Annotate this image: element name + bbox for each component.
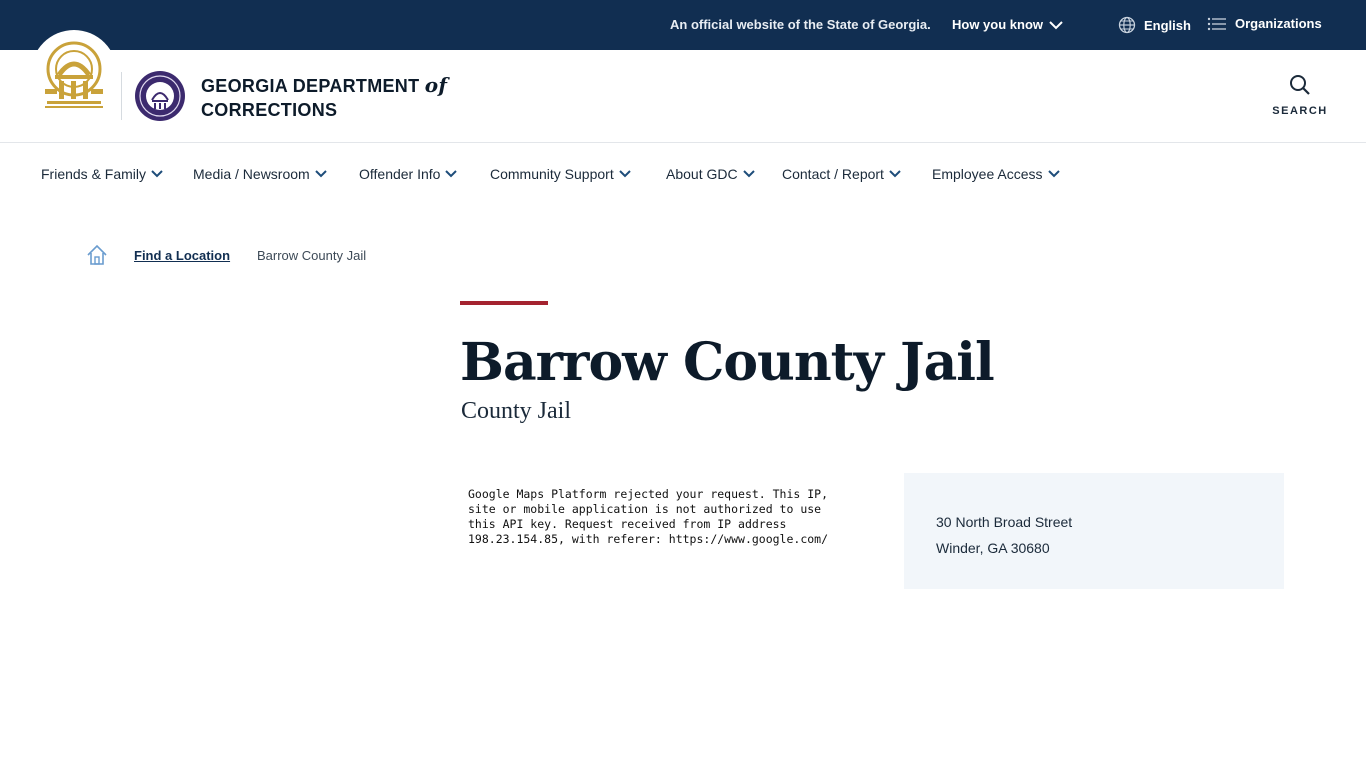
title-accent-bar (460, 301, 548, 305)
nav-item-media-newsroom[interactable] (193, 166, 327, 182)
site-title[interactable] (201, 73, 447, 122)
organizations-label: Organizations (1235, 16, 1322, 31)
chevron-down-icon (743, 170, 755, 178)
breadcrumb-current: Barrow County Jail (257, 248, 367, 263)
nav-item-employee-access[interactable] (932, 166, 1060, 182)
address-card (904, 473, 1284, 589)
official-banner (0, 0, 1366, 50)
chevron-down-icon (1049, 20, 1063, 30)
how-you-know-button[interactable] (952, 17, 1063, 32)
map-error-message: Google Maps Platform rejected your request. This IP, site or mobile application is not authorized to use this API key. Request received from IP address 198.23.154.85, with referer: https://www.google.com/ (468, 487, 829, 546)
page-subtitle: County Jail (461, 398, 572, 424)
chevron-down-icon (1048, 170, 1060, 178)
page-title: Barrow County Jail (460, 332, 994, 393)
address-city-state-zip: Winder, GA 30680 (936, 540, 1050, 556)
nav-item-label: Media / Newsroom (193, 166, 310, 182)
globe-icon (1118, 16, 1136, 34)
breadcrumb (86, 244, 367, 266)
language-selector[interactable] (1118, 16, 1191, 34)
department-seal-icon[interactable] (134, 70, 186, 122)
nav-item-contact-report[interactable] (782, 166, 901, 182)
chevron-down-icon (315, 170, 327, 178)
how-you-know-label: How you know (952, 17, 1043, 32)
georgia-seal-logo[interactable] (31, 30, 117, 116)
nav-item-about-gdc[interactable] (666, 166, 755, 182)
chevron-down-icon (445, 170, 457, 178)
georgia-arch-seal-icon (39, 39, 109, 111)
header-divider (121, 72, 122, 120)
address-street: 30 North Broad Street (936, 514, 1073, 530)
search-icon (1289, 74, 1311, 96)
site-title-line1: GEORGIA DEPARTMENT (201, 76, 420, 96)
nav-item-label: Offender Info (359, 166, 441, 182)
nav-item-friends-family[interactable] (41, 166, 163, 182)
nav-item-label: About GDC (666, 166, 738, 182)
nav-item-label: Community Support (490, 166, 614, 182)
site-title-of: of (424, 73, 448, 97)
nav-item-offender-info[interactable] (359, 166, 457, 182)
search-label: SEARCH (1272, 105, 1328, 117)
chevron-down-icon (151, 170, 163, 178)
main-navigation (0, 143, 1366, 205)
nav-item-label: Friends & Family (41, 166, 147, 182)
list-icon (1207, 17, 1227, 31)
site-header (0, 50, 1366, 143)
site-title-line2: CORRECTIONS (201, 100, 338, 120)
chevron-down-icon (889, 170, 901, 178)
breadcrumb-find-location-link[interactable]: Find a Location (134, 248, 231, 263)
nav-item-label: Contact / Report (782, 166, 884, 182)
organizations-menu[interactable] (1207, 16, 1322, 31)
chevron-down-icon (619, 170, 631, 178)
home-icon[interactable] (86, 244, 108, 266)
nav-item-community-support[interactable] (490, 166, 631, 182)
nav-item-label: Employee Access (932, 166, 1043, 182)
search-button[interactable] (1270, 74, 1330, 117)
official-site-text: An official website of the State of Georgia. (670, 17, 931, 32)
language-label: English (1144, 17, 1191, 33)
